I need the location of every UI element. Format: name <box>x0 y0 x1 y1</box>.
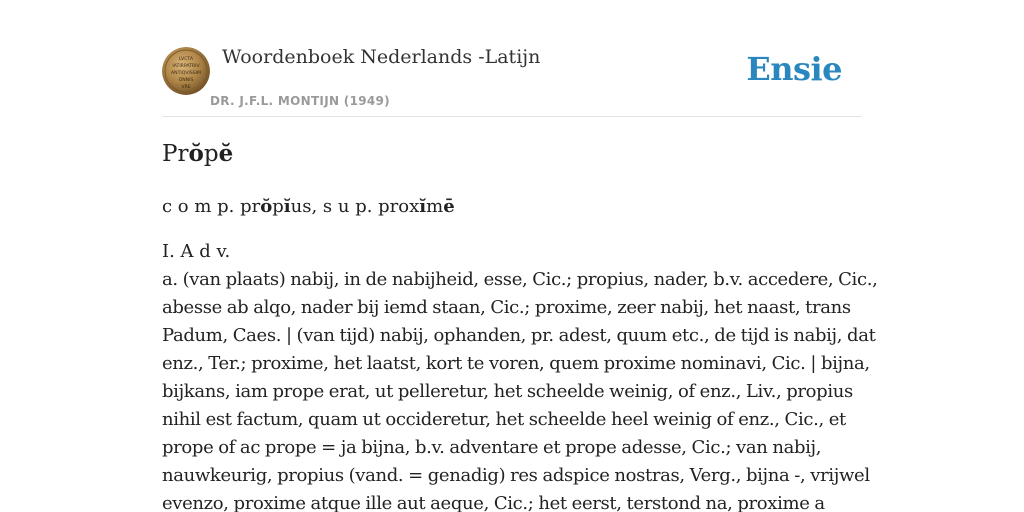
body-line: prope of ac prope = ja bijna, b.v. adventare et prope adesse, Cic.; van nabij, <box>162 437 822 458</box>
headword-part: Pr <box>162 141 189 167</box>
svg-text:ANTIQVISSIM: ANTIQVISSIM <box>170 71 202 76</box>
entry-body <box>162 266 878 512</box>
body-line: Padum, Caes. | (van tijd) nabij, ophanden, pr. adest, quum etc., de tijd is nabij, dat <box>162 325 876 346</box>
headword-part: p <box>203 141 219 167</box>
body-line: enz., Ter.; proxime, het laatst, kort te voren, quem proxime nominavi, Cic. | bijna, <box>162 353 870 374</box>
forms-part-bold: ĭ <box>419 196 427 217</box>
forms-part-bold: ŏ <box>260 196 273 217</box>
dictionary-author: DR. J.F.L. MONTIJN (1949) <box>210 94 390 108</box>
seal-icon <box>162 47 210 95</box>
svg-text:IATIRPATRIV: IATIRPATRIV <box>172 64 200 69</box>
body-line: nauwkeurig, propius (vand. = genadig) res adspice nostras, Verg., bijna -, vrijwel <box>162 465 870 486</box>
svg-text:ONNIS: ONNIS <box>178 78 194 83</box>
forms-part: p <box>272 196 284 217</box>
forms-part: m <box>426 196 444 217</box>
svg-text:VRE: VRE <box>181 85 191 90</box>
entry-forms <box>162 193 862 221</box>
body-line: bijkans, iam prope erat, ut pelleretur, het scheelde weinig, of enz., Liv., propius <box>162 381 853 402</box>
forms-part-bold: ē <box>443 196 455 217</box>
sense-label: I. A d v. <box>162 241 231 262</box>
svg-text:LVCTA: LVCTA <box>179 57 193 62</box>
dictionary-title[interactable]: Woordenboek Nederlands -Latijn <box>222 46 541 68</box>
entry-headword <box>162 138 862 172</box>
body-line: abesse ab alqo, nader bij iemd staan, Cic.; proxime, zeer nabij, het naast, trans <box>162 297 851 318</box>
body-line: evenzo, proxime atque ille aut aeque, Cic.; het eerst, terstond na, proxime a <box>162 493 825 512</box>
body-line: nihil est factum, quam ut occideretur, het scheelde heel weinig of enz., Cic., et <box>162 409 846 430</box>
forms-part: us, s u p. prox <box>290 196 420 217</box>
dictionary-header <box>162 44 862 117</box>
forms-part-bold: ĭ <box>283 196 291 217</box>
ensie-brand-logo[interactable]: Ensie <box>746 50 842 88</box>
headword-part-breve: ŏ <box>188 140 204 167</box>
headword-part-breve: ĕ <box>218 140 234 167</box>
body-line: a. (van plaats) nabij, in de nabijheid, esse, Cic.; propius, nader, b.v. accedere, Cic., <box>162 269 878 290</box>
dictionary-seal-logo[interactable] <box>162 47 210 95</box>
forms-part: c o m p. pr <box>162 196 261 217</box>
entry-content <box>162 138 878 512</box>
